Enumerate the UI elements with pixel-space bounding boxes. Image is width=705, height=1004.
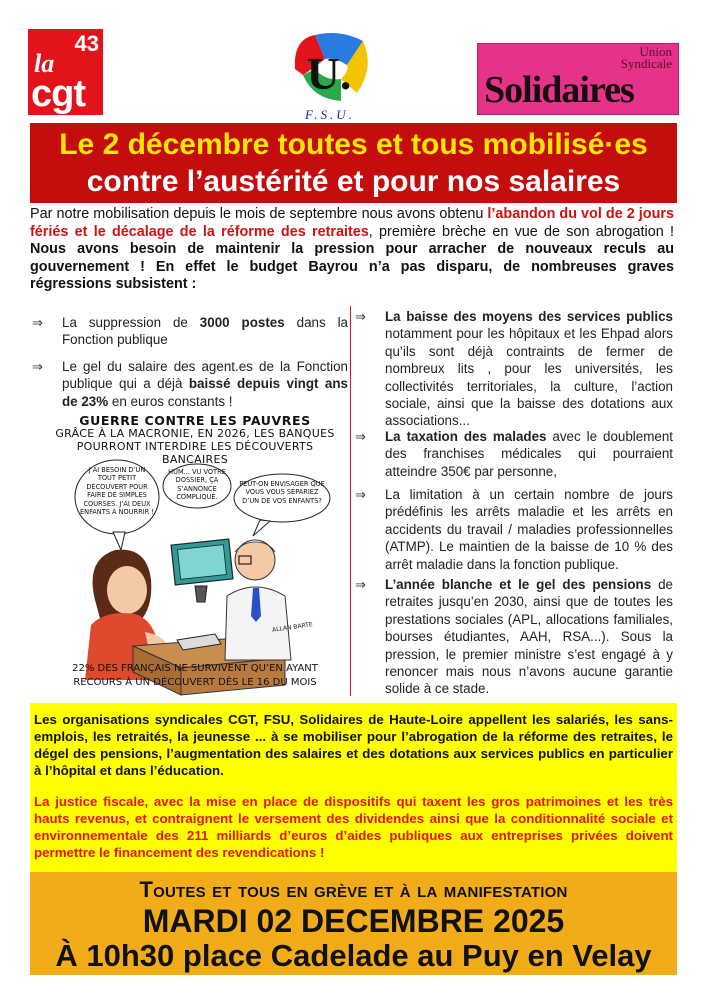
solidaires-union-line2: Syndicale <box>620 56 672 71</box>
banner-line-1: Le 2 décembre toutes et tous mobilisé·es <box>59 128 648 161</box>
event-footer <box>30 872 677 975</box>
list-item-bold: La baisse des moyens des services publics <box>385 309 673 324</box>
footer-location: À 10h30 place Cadelade au Puy en Velay <box>55 938 652 973</box>
fsu-logo-mark <box>285 29 375 107</box>
list-item <box>32 314 348 348</box>
arrow-icon: ⇒ <box>355 309 366 324</box>
fsu-logo-name: F.S.U. <box>305 107 355 122</box>
list-item-bold: La taxation des malades <box>385 429 547 444</box>
cgt-logo-number: 43 <box>74 31 99 56</box>
fsu-logo-letter: U. <box>306 48 352 99</box>
list-item-text: La limitation à un certain nombre de jours prédéfinis les arrêts maladie et les arrêts en accidents du travail / maladies professionnelles (ATMP). Le maintien de la baisse de 10 % des arrêt maladie dans la fonction publique. <box>385 487 673 572</box>
cgt-logo <box>28 29 103 115</box>
list-item <box>355 486 673 572</box>
list-item-text: notamment pour les hôpitaux et les Ehpad alors qu’ils sont déjà contraints de fermer de nombreux lits , pour les universités, les collectivités territoriales, la culture, l’action sociale, ainsi que la baisse des dotations aux associations... <box>385 326 673 429</box>
cartoon-heading: GUERRE CONTRE LES PAUVRES <box>79 413 311 428</box>
list-item-text: La suppression de <box>62 315 200 330</box>
intro-bold: Nous avons besoin de maintenir la pression pour arracher de nouveaux reculs au gouvernement ! En effet le budget Bayrou n’a pas disparu, de nombreuses graves régressions subsistent : <box>30 241 674 292</box>
column-divider <box>350 306 351 696</box>
speech-bubble-banker-question: PEUT-ON ENVISAGER QUE VOUS VOUS SÉPARIEZ D’UN DE VOS ENFANTS? <box>239 480 325 505</box>
list-item-text: en euros constants ! <box>108 393 233 409</box>
list-item-bold: baissé depuis vingt ans de 23% <box>62 376 348 409</box>
list-item <box>355 428 673 480</box>
list-item-text: de retraites jusqu’en 2030, ainsi que de toutes les prestations sociales (APL, allocations familiales, bourses étudiantes, AAH, RSA...). Sous la pression, le premier ministre s’est engagé à y renoncer mais nous n’avons aucune garantie solide à ce stade. <box>385 577 673 697</box>
intro-text-1: Par notre mobilisation depuis le mois de septembre nous avons obtenu <box>30 206 488 222</box>
solidaires-union-line1: Union <box>639 44 672 59</box>
arrow-icon: ⇒ <box>355 429 366 444</box>
intro-text-2: , première brèche en vue de son abrogation ! <box>368 223 674 240</box>
intro-highlight: l’abandon du vol de 2 jours fériés et le décalage de la réforme des retraites <box>30 206 674 240</box>
list-item-text: dans la Fonction publique <box>62 315 349 348</box>
tax-justice-text: La justice fiscale, avec la mise en place de dispositifs qui taxent les gros patrimoines et les très hauts revenus, et contraignent le versement des dividendes ainsi que la conditionnalité sociale et environnementale des 211 milliards d’euros d’aides publiques aux entreprises privées doivent permettre le financement des revendications ! <box>34 794 673 860</box>
list-item-bold: L’année blanche et le gel des pensions <box>385 577 652 592</box>
banner-line-2: contre l’austérité et pour nos salaires <box>86 165 621 198</box>
solidaires-logo-union <box>621 46 672 70</box>
cartoon-caption: 22% DES FRANÇAIS NE SURVIVENT QU’EN AYANT RECOURS À UN DÉCOUVERT DÈS LE 16 DU MOIS <box>72 663 318 688</box>
cartoon-title <box>55 414 335 466</box>
arrow-icon: ⇒ <box>32 359 43 374</box>
speech-bubble-woman: J’AI BESOIN D’UN TOUT PETIT DÉCOUVERT POUR FAIRE DE SIMPLES COURSES. J’AI DEUX ENFANTS À NOURRIR ! <box>79 466 155 517</box>
call-to-action-box <box>30 703 677 873</box>
list-item-text: Le gel du salaire des agent.es de la Fonction publique qui a déjà <box>62 359 348 392</box>
solidaires-logo-name: Solidaires <box>484 69 634 111</box>
footer-strike-line: Toutes et tous en grève et à la manifestation <box>139 877 568 902</box>
fsu-logo <box>285 29 375 123</box>
cgt-logo-la: la <box>34 49 55 78</box>
speech-bubble-banker: HUM... VU VOTRE DOSSIER, ÇA S’ANNONCE COMPLIQUÉ. <box>168 468 226 502</box>
cgt-logo-name: cgt <box>31 73 85 115</box>
list-item <box>355 576 673 698</box>
arrow-icon: ⇒ <box>355 577 366 592</box>
cartoon-signature: ALLAN BARTE <box>271 621 314 634</box>
arrow-icon: ⇒ <box>355 487 366 502</box>
arrow-icon: ⇒ <box>32 315 43 330</box>
list-item <box>355 308 673 429</box>
list-item-text: avec le doublement des franchises médicales qui pourraient atteindre 350€ par personne, <box>385 429 673 479</box>
list-item <box>32 358 348 410</box>
intro-paragraph <box>30 206 674 294</box>
footer-date: MARDI 02 DECEMBRE 2025 <box>142 903 565 939</box>
union-call-text: Les organisations syndicales CGT, FSU, Solidaires de Haute-Loire appellent les salariés, les sans-emplois, les retraités, la jeunesse ... à se mobiliser pour l’abrogation de la réforme des retraites, le dégel des pensions, l’augmentation des salaires et des dotations aux services publics en particulier à l’hôpital et dans l’éducation. <box>34 712 673 778</box>
list-item-bold: 3000 postes <box>199 315 285 330</box>
solidaires-logo <box>477 43 679 115</box>
title-banner <box>30 123 677 203</box>
cartoon-subtitle: GRÂCE À LA MACRONIE, EN 2026, LES BANQUES POURRONT INTERDIRE LES DÉCOUVERTS BANCAIRES <box>55 427 335 466</box>
